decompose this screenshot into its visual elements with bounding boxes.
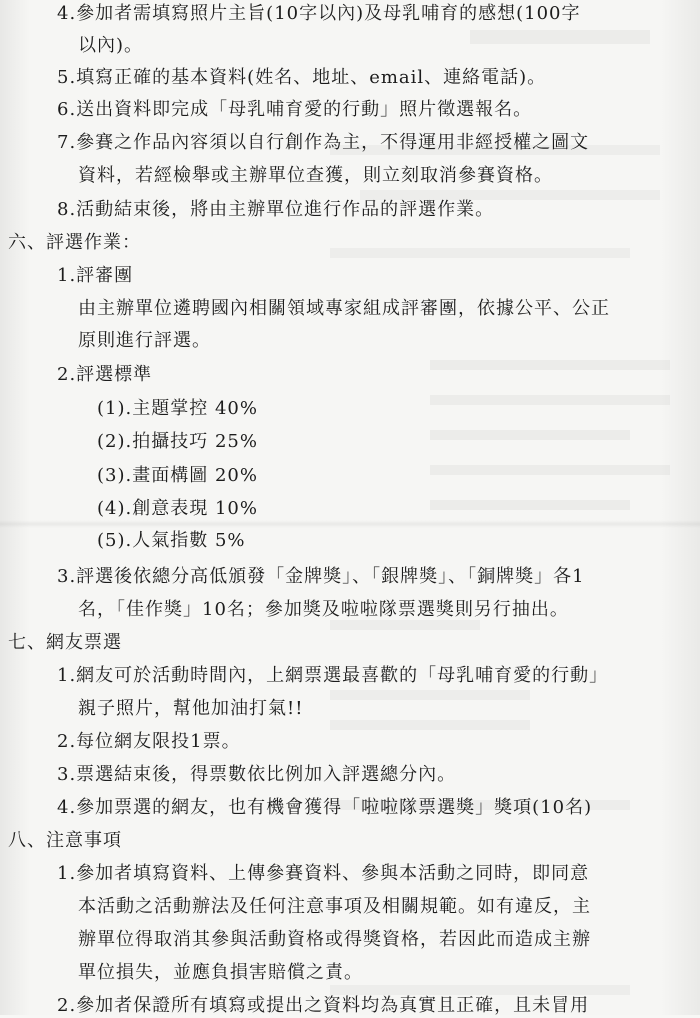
section-heading-notes: 八、注意事項 <box>8 830 122 851</box>
rule-item-7-cont: 資料，若經檢舉或主辦單位查獲，則立刻取消參賽資格。 <box>78 165 553 186</box>
rule-item-7: 7.參賽之作品內容須以自行創作為主，不得運用非經授權之圖文 <box>57 132 590 153</box>
criterion-4: (4).創意表現 10% <box>97 498 258 519</box>
judging-item-1: 1.評審團 <box>57 265 134 286</box>
notes-item-1-cont-1: 本活動之活動辦法及任何注意事項及相關規範。如有違反，主 <box>78 896 591 917</box>
notes-item-2: 2.參加者保證所有填寫或提出之資料均為真實且正確，且未冒用 <box>57 995 590 1016</box>
section-heading-voting: 七、網友票選 <box>8 632 122 653</box>
criterion-2: (2).拍攝技巧 25% <box>97 431 258 452</box>
rule-item-6: 6.送出資料即完成「母乳哺育愛的行動」照片徵選報名。 <box>57 99 533 120</box>
criterion-3: (3).畫面構圖 20% <box>97 465 258 486</box>
judging-item-1-text: 由主辦單位遴聘國內相關領域專家組成評審團，依據公平、公正 <box>78 298 610 319</box>
rule-item-5: 5.填寫正確的基本資料(姓名、地址、email、連絡電話)。 <box>57 67 547 88</box>
voting-item-4: 4.參加票選的網友，也有機會獲得「啦啦隊票選獎」獎項(10名) <box>57 797 593 818</box>
criterion-1: (1).主題掌控 40% <box>97 398 258 419</box>
judging-item-1-text-cont: 原則進行評選。 <box>78 330 211 351</box>
rule-item-4: 4.參加者需填寫照片主旨(10字以內)及母乳哺育的感想(100字 <box>57 3 581 24</box>
voting-item-1-cont: 親子照片，幫他加油打氣!! <box>78 698 304 719</box>
section-heading-judging: 六、評選作業： <box>8 232 141 253</box>
voting-item-2: 2.每位網友限投1票。 <box>57 731 241 752</box>
notes-item-1-cont-2: 辦單位得取消其參與活動資格或得獎資格，若因此而造成主辦 <box>78 929 591 950</box>
voting-item-1: 1.網友可於活動時間內，上網票選最喜歡的「母乳哺育愛的行動」 <box>57 665 609 686</box>
judging-item-2: 2.評選標準 <box>57 364 153 385</box>
judging-item-3-cont: 名，「佳作獎」10名；參加獎及啦啦隊票選獎則另行抽出。 <box>78 599 569 620</box>
rule-item-8: 8.活動結束後，將由主辦單位進行作品的評選作業。 <box>57 199 495 220</box>
voting-item-3: 3.票選結束後，得票數依比例加入評選總分內。 <box>57 764 457 785</box>
notes-item-1-cont-3: 單位損失，並應負損害賠償之責。 <box>78 962 363 983</box>
notes-item-1: 1.參加者填寫資料、上傳參賽資料、參與本活動之同時，即同意 <box>57 863 590 884</box>
rule-item-4-cont: 以內)。 <box>78 35 144 56</box>
judging-item-3: 3.評選後依總分高低頒發「金牌獎」、「銀牌獎」、「銅牌獎」各1 <box>57 566 585 587</box>
criterion-5: (5).人氣指數 5% <box>97 530 246 551</box>
